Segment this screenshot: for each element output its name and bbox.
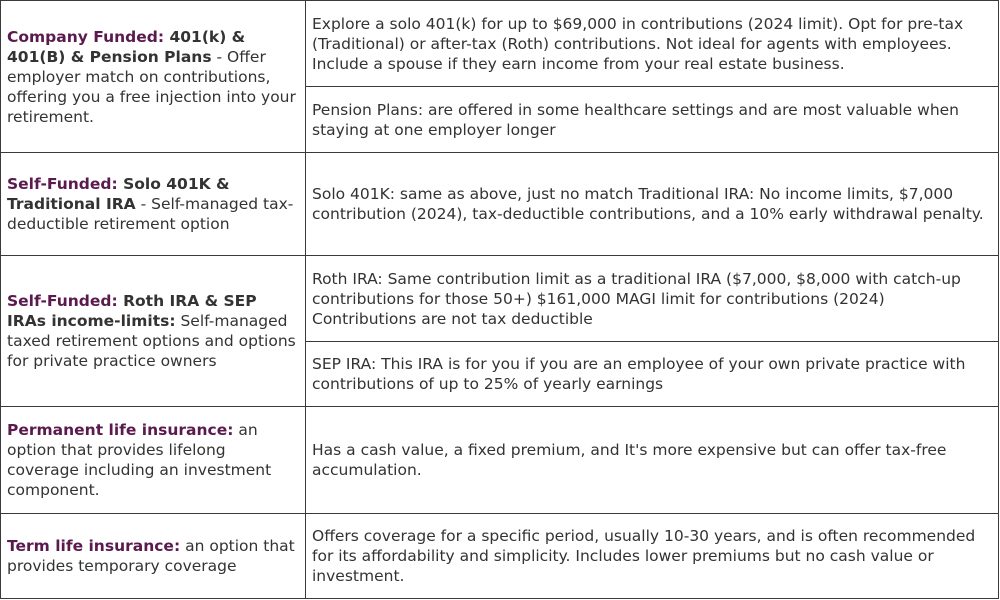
row-5-rest: an option that provides temporary coverage: [7, 537, 295, 575]
row-4-detail: Has a cash value, a fixed premium, and It's more expensive but can offer tax-free accumulation.: [312, 441, 947, 479]
row-2-rest: - Self-managed tax-deductible retirement option: [7, 195, 294, 233]
row-5-detail: Offers coverage for a specific period, usually 10-30 years, and is often recommended for its affordability and simplicity. Includes lower premiums but no cash value or investment.: [312, 527, 976, 585]
row-1-rest: - Offer employer match on contributions, offering you a free injection into your retirement.: [7, 47, 296, 126]
row-4-rest: an option that provides lifelong coverage including an investment component.: [7, 421, 272, 499]
row-1-label: [7, 27, 299, 127]
row-1-bold: 401(k) & 401(B) & Pension Plans: [7, 27, 246, 66]
row-1-detail-cell-b: [305, 86, 999, 153]
row-3-highlight: Self-Funded:: [7, 292, 118, 310]
row-2-bold: Solo 401K & Traditional IRA: [7, 175, 230, 213]
row-5-detail-cell: [305, 513, 999, 599]
row-3-detail-b: SEP IRA: This IRA is for you if you are an employee of your own private practice with contributions of up to 25% of yearly earnings: [312, 355, 966, 393]
row-5-label-cell: [0, 513, 306, 599]
row-3-label-cell: [0, 255, 306, 407]
row-3-bold: Roth IRA & SEP IRAs income-limits:: [7, 292, 257, 330]
row-1-label-cell: [0, 0, 306, 153]
row-3-label: [7, 291, 299, 371]
row-2-detail-cell: [305, 152, 999, 256]
row-4-label: [7, 420, 299, 500]
row-3-detail-a: Roth IRA: Same contribution limit as a traditional IRA ($7,000, $8,000 with catch-up contributions for those 50+) $161,000 MAGI limit for contributions (2024) Contributions are not tax deductible: [312, 269, 961, 328]
row-2-highlight: Self-Funded:: [7, 175, 118, 193]
row-1-highlight: Company Funded:: [7, 27, 165, 46]
row-1-detail-a: Explore a solo 401(k) for up to $69,000 in contributions (2024 limit). Opt for pre-tax (Traditional) or after-tax (Roth) contributions. Not ideal for agents with employees. Include a spouse if they earn income from your real estate business.: [312, 14, 964, 73]
row-2-label: [7, 174, 299, 234]
row-1-detail-cell-a: [305, 0, 999, 87]
row-5-highlight: Term life insurance:: [7, 537, 181, 555]
row-2-label-cell: [0, 152, 306, 256]
row-4-highlight: Permanent life insurance:: [7, 421, 234, 439]
row-2-detail: Solo 401K: same as above, just no match Traditional IRA: No income limits, $7,000 contribution (2024), tax-deductible contributions, and a 10% early withdrawal penalty.: [312, 185, 984, 223]
row-3-detail-cell-a: [305, 255, 999, 342]
row-3-rest: Self-managed taxed retirement options and options for private practice owners: [7, 312, 296, 370]
row-3-detail-cell-b: [305, 341, 999, 407]
row-4-detail-cell: [305, 406, 999, 514]
row-4-label-cell: [0, 406, 306, 514]
row-5-label: [7, 536, 299, 576]
row-1-detail-b: Pension Plans: are offered in some healthcare settings and are most valuable when staying at one employer longer: [312, 100, 960, 139]
